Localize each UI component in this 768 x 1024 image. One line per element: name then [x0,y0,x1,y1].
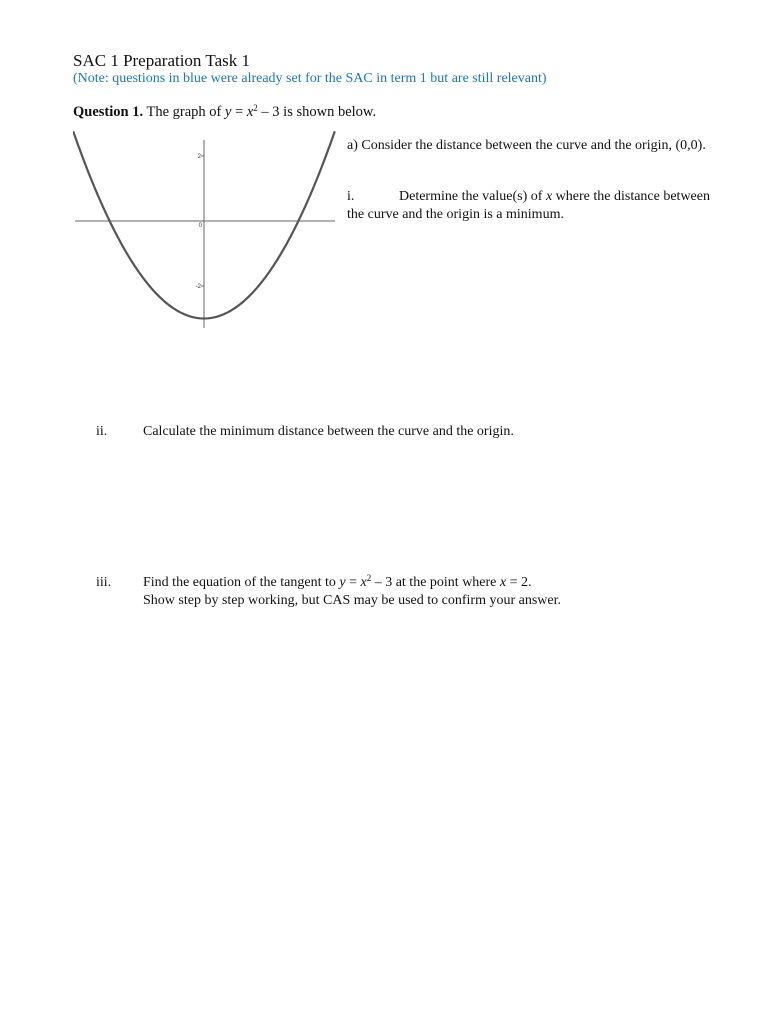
eq-y: y [339,575,346,590]
eq-x: x [246,104,254,120]
eq-equals: = [231,104,247,120]
question-label: Question 1. [73,104,144,120]
question-intro-post: is shown below. [279,104,377,120]
question-intro-pre: The graph of [146,104,225,120]
question-1-heading [73,104,376,121]
part-iii-pre: Find the equation of the tangent to [143,575,340,590]
tick-label-minus-2: -2 [195,284,201,290]
part-iii-number: iii. [96,575,112,590]
part-ii-text: Calculate the minimum distance between the curve and the origin. [143,424,514,439]
eq-x: x [499,575,507,590]
part-i-text-pre: Determine the value(s) of [399,189,546,204]
part-i [347,188,717,224]
part-ii-number: ii. [96,424,108,439]
note-text: (Note: questions in blue were already set for the SAC in term 1 but are still relevant) [73,71,547,86]
page-title: SAC 1 Preparation Task 1 [73,51,250,70]
part-iii-line-2: Show step by step working, but CAS may be used to confirm your answer. [143,593,562,608]
eq-y: y [224,104,232,120]
eq-x: x [360,575,367,590]
part-i-text-post: where the distance between the curve and the origin is a minimum. [347,189,710,222]
eq-equals: = [345,575,361,590]
part-i-number: i. [347,189,355,204]
tick-label-2: 2 [197,154,201,160]
eq-rest: – 3 [257,104,280,120]
part-iii-line-1 [143,574,532,592]
tick-label-0: 0 [198,223,202,229]
part-iii-end: = 2. [506,575,532,590]
eq-exponent: 2 [253,103,258,113]
part-a-text: a) Consider the distance between the curve and the origin, (0,0). [347,138,706,153]
eq-exponent: 2 [366,573,372,583]
part-i-variable: x [545,189,553,204]
parabola-graph [73,120,337,338]
part-iii-mid: – 3 at the point where [371,575,500,590]
